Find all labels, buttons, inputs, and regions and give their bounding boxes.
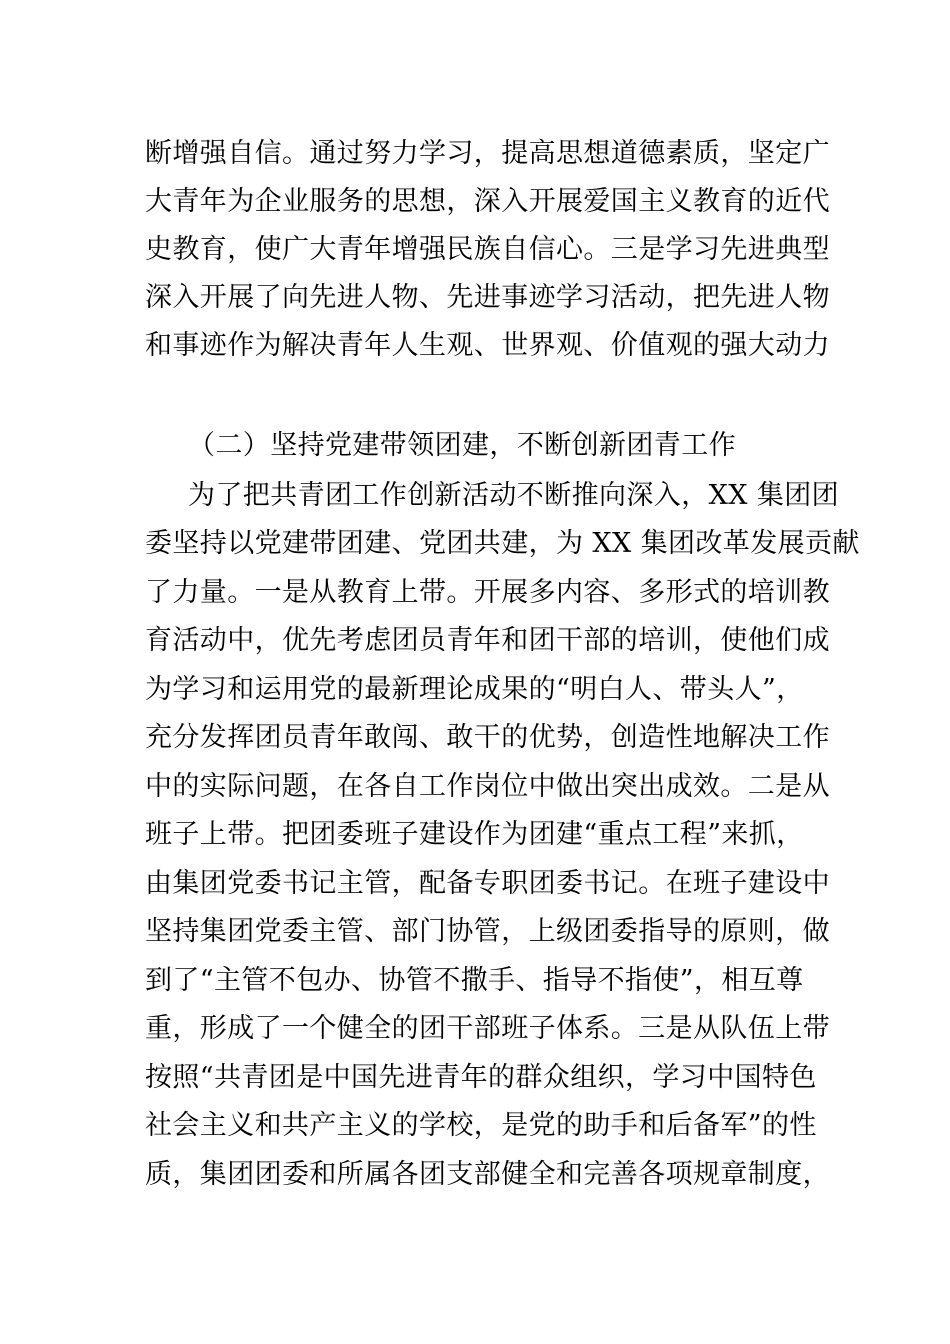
paragraph-1-line-5: 和事迹作为解决青年人生观、世界观、价值观的强大动力 [145,330,830,361]
section-heading: （二）坚持党建带领团建，不断创新团青工作 [188,430,736,461]
paragraph-2-line-1: 为了把共青团工作创新活动不断推向深入，XX 集团团 [188,480,840,511]
paragraph-2-line-4: 育活动中，优先考虑团员青年和团干部的培训，使他们成 [145,625,830,656]
paragraph-2-line-10: 坚持集团党委主管、部门协管，上级团委指导的原则，做 [145,916,830,947]
paragraph-2-line-6: 充分发挥团员青年敢闯、敢干的优势，创造性地解决工作 [145,722,830,753]
paragraph-2-line-3: 了力量。一是从教育上带。开展多内容、多形式的培训教 [145,577,830,608]
paragraph-2-line-12: 重，形成了一个健全的团干部班子体系。三是从队伍上带 [145,1013,830,1044]
paragraph-1-line-1: 断增强自信。通过努力学习，提高思想道德素质，坚定广 [145,138,830,169]
paragraph-2-line-14: 社会主义和共产主义的学校，是党的助手和后备军”的性 [145,1110,817,1141]
paragraph-2-line-2: 委坚持以党建带团建、党团共建，为 XX 集团改革发展贡献 [145,528,860,559]
paragraph-2-line-13: 按照“共青团是中国先进青年的群众组织，学习中国特色 [145,1062,817,1093]
paragraph-2-line-9: 由集团党委书记主管，配备专职团委书记。在班子建设中 [145,868,830,899]
paragraph-1-line-3: 史教育，使广大青年增强民族自信心。三是学习先进典型 [145,234,830,265]
paragraph-1-line-2: 大青年为企业服务的思想，深入开展爱国主义教育的近代 [145,186,830,217]
paragraph-2-line-11: 到了“主管不包办、协管不撒手、指导不指使”，相互尊 [145,965,804,996]
paragraph-2-line-5: 为学习和运用党的最新理论成果的“明白人、带头人”， [145,674,804,705]
paragraph-2-line-8: 班子上带。把团委班子建设作为团建“重点工程”来抓， [145,819,804,850]
paragraph-2-line-15: 质，集团团委和所属各团支部健全和完善各项规章制度， [145,1159,830,1190]
paragraph-2-line-7: 中的实际问题，在各自工作岗位中做出突出成效。二是从 [145,771,830,802]
paragraph-1-line-4: 深入开展了向先进人物、先进事迹学习活动，把先进人物 [145,282,830,313]
